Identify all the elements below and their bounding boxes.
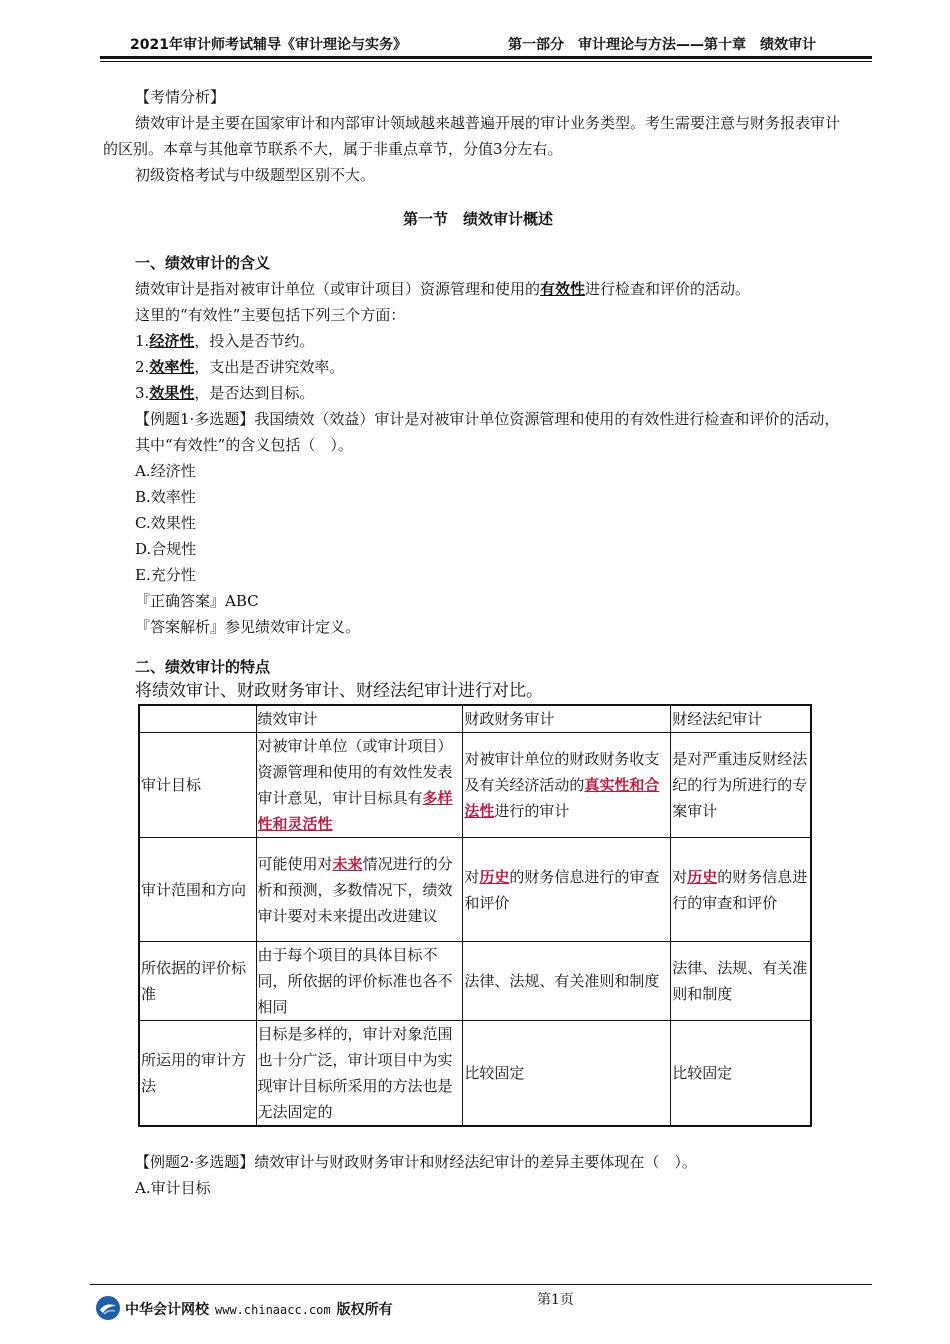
analysis-paragraph-2: 初级资格考试与中级题型区别不大。	[135, 166, 376, 184]
table-row	[139, 1021, 811, 1127]
aspect-item: 1.经济性，投入是否节约。	[135, 332, 315, 350]
definition-text: 绩效审计是指对被审计单位（或审计项目）资源管理和使用的	[135, 280, 541, 298]
aspect-item: 3.效果性，是否达到目标。	[135, 384, 315, 402]
row-label: 所运用的审计方法	[139, 1021, 256, 1127]
part1-heading: 一、绩效审计的含义	[135, 254, 271, 272]
page-number: 第1页	[537, 1292, 574, 1308]
footer-rights: 版权所有	[336, 1302, 393, 1318]
option-a: A.经济性	[135, 462, 196, 480]
table-row	[139, 942, 811, 1021]
example1-stem: 我国绩效（效益）审计是对被审计单位资源管理和使用的有效性进行检查和评价的活动，其中“有效性”的含义包括（ ）。	[135, 410, 840, 454]
example1-question	[103, 406, 853, 458]
option-e: E.充分性	[135, 566, 196, 584]
table-cell: 对历史的财务信息进行的审查和评价	[671, 838, 811, 942]
keyword-history: 历史	[479, 867, 510, 886]
keyword-authenticity: 真实性和合法性	[464, 776, 660, 820]
row-label: 审计目标	[139, 733, 256, 838]
table-cell: 对历史的财务信息进行的审查和评价	[463, 838, 671, 942]
keyword-diversity: 多样性和灵活性	[257, 789, 453, 833]
analysis-label: 【考情分析】	[135, 88, 226, 106]
example2-tag: 【例题2·多选题】	[135, 1153, 255, 1171]
row-label: 所依据的评价标准	[139, 942, 256, 1021]
chinaacc-logo-icon	[95, 1295, 121, 1321]
table-cell: 目标是多样的，审计对象范围也十分广泛，审计项目中为实现审计目标所采用的方法也是无法固定的	[256, 1021, 463, 1127]
keyword-efficiency: 效率性	[149, 358, 195, 376]
footer-rule	[90, 1284, 872, 1285]
keyword-economy: 经济性	[149, 332, 195, 350]
table-header-cell: 财经法纪审计	[671, 705, 811, 733]
footer-brand-name: 中华会计网校	[125, 1302, 209, 1318]
table-row	[139, 733, 811, 838]
aspects-intro: 这里的“有效性”主要包括下列三个方面：	[135, 306, 406, 324]
section-title: 第一节 绩效审计概述	[402, 210, 553, 228]
aspect-item: 2.效率性，支出是否讲究效率。	[135, 358, 345, 376]
table-cell: 比较固定	[463, 1021, 671, 1127]
option-c: C.效果性	[135, 514, 196, 532]
option-b: B.效率性	[135, 488, 196, 506]
header-chapter-title: 第一部分 审计理论与方法——第十章 绩效审计	[508, 37, 816, 53]
header-book-title: 2021年审计师考试辅导《审计理论与实务》	[130, 37, 407, 53]
header-rule	[100, 56, 872, 59]
keyword-future: 未来	[332, 854, 363, 873]
table-header-row	[139, 705, 811, 733]
option-d: D.合规性	[135, 540, 197, 558]
table-header-cell	[139, 705, 256, 733]
table-cell: 由于每个项目的具体目标不同，所依据的评价标准也各不相同	[256, 942, 463, 1021]
table-cell: 对被审计单位（或审计项目）资源管理和使用的有效性发表审计意见，审计目标具有多样性和灵活性	[256, 733, 463, 838]
comparison-intro: 将绩效审计、财政财务审计、财经法纪审计进行对比。	[135, 681, 543, 701]
footer-brand	[125, 1299, 393, 1319]
keyword-history: 历史	[687, 867, 718, 886]
comparison-table	[138, 704, 812, 1127]
table-cell: 是对严重违反财经法纪的行为所进行的专案审计	[671, 733, 811, 838]
example1-tag: 【例题1·多选题】	[135, 410, 255, 428]
answer-analysis: 『答案解析』参见绩效审计定义。	[135, 618, 361, 636]
table-cell: 对被审计单位的财政财务收支及有关经济活动的真实性和合法性进行的审计	[463, 733, 671, 838]
page-header	[100, 32, 870, 54]
table-cell: 比较固定	[671, 1021, 811, 1127]
example2-question	[103, 1149, 853, 1175]
header-rule-thin	[100, 61, 872, 62]
footer-url[interactable]: www.chinaacc.com	[215, 1303, 331, 1317]
option-a: A.审计目标	[135, 1179, 211, 1197]
document-body	[103, 84, 853, 1201]
table-cell: 法律、法规、有关准则和制度	[671, 942, 811, 1021]
row-label: 审计范围和方向	[139, 838, 256, 942]
keyword-effectiveness: 有效性	[540, 280, 586, 298]
example2-stem: 绩效审计与财政财务审计和财经法纪审计的差异主要体现在（ ）。	[254, 1153, 697, 1171]
table-cell: 可能使用对未来情况进行的分析和预测，多数情况下，绩效审计要对未来提出改进建议	[256, 838, 463, 942]
table-cell: 法律、法规、有关准则和制度	[463, 942, 671, 1021]
definition-paragraph	[103, 276, 853, 302]
definition-text-end: 进行检查和评价的活动。	[585, 280, 751, 298]
correct-answer: 『正确答案』ABC	[135, 592, 259, 610]
table-header-cell: 财政财务审计	[463, 705, 671, 733]
keyword-effect: 效果性	[149, 384, 195, 402]
part2-heading: 二、绩效审计的特点	[135, 658, 271, 676]
table-header-cell: 绩效审计	[256, 705, 463, 733]
table-row	[139, 838, 811, 942]
analysis-paragraph: 绩效审计是主要在国家审计和内部审计领域越来越普遍开展的审计业务类型。考生需要注意与财务报表审计的区别。本章与其他章节联系不大，属于非重点章节，分值3分左右。	[103, 114, 841, 158]
